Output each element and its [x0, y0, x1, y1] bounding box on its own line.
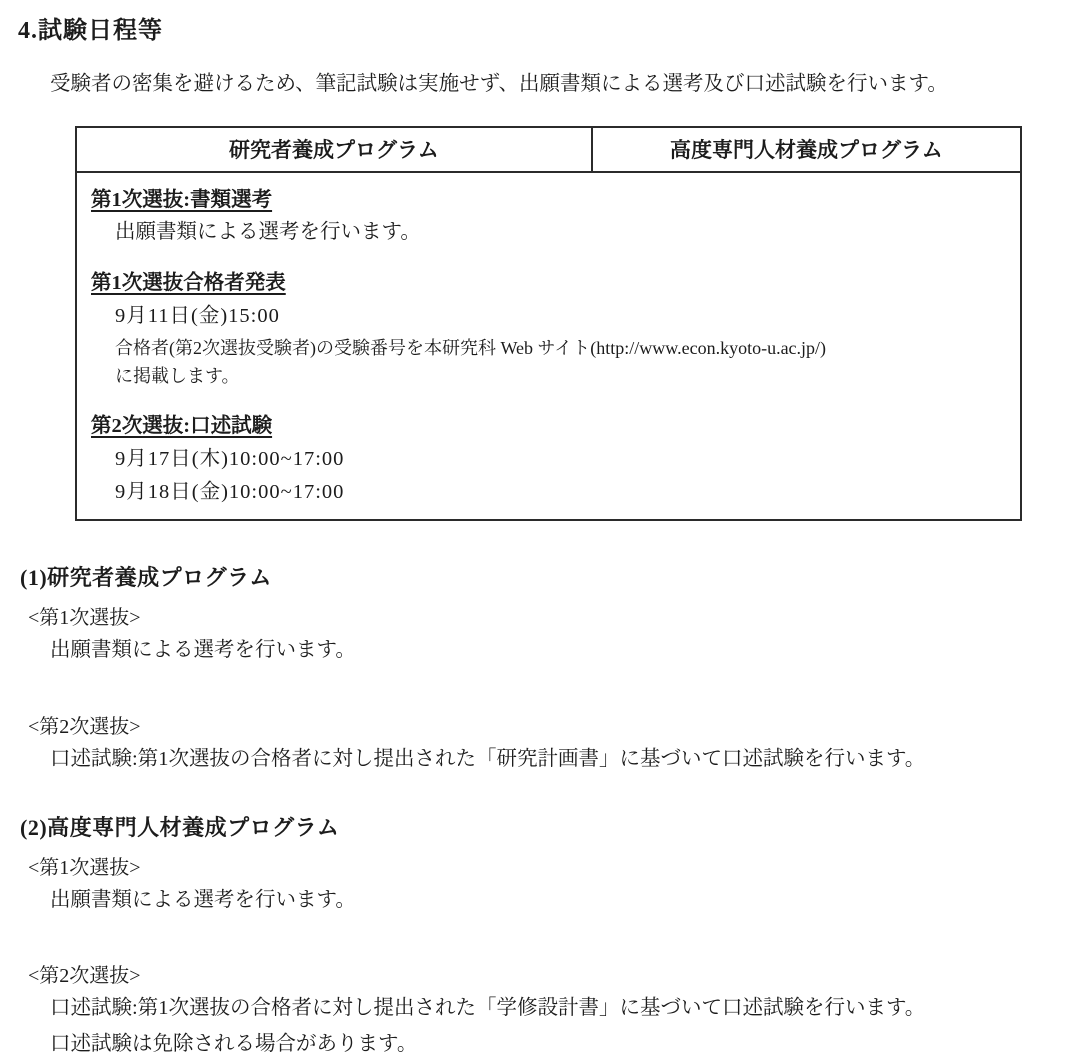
table-header-row [77, 128, 1020, 173]
exam-schedule-table [75, 126, 1022, 522]
table-row-first-screening [91, 186, 1004, 248]
section-2-second-screening-text: 口述試験:第1次選抜の合格者に対し提出された「学修設計書」に基づいて口述試験を行います。 [50, 997, 926, 1020]
section-1-second-screening-text: 口述試験:第1次選抜の合格者に対し提出された「研究計画書」に基づいて口述試験を行います。 [50, 748, 926, 771]
second-screening-heading: 第2次選抜:口述試験 [91, 415, 273, 438]
section-2-first-screening-label: <第1次選抜> [28, 856, 141, 879]
section-1-first-screening-text: 出願書類による選考を行います。 [50, 639, 356, 662]
table-header-professional-program: 高度専門人材養成プログラム [670, 137, 943, 162]
section-4-heading: 4.試験日程等 [18, 18, 163, 44]
table-row-second-screening [91, 412, 1004, 507]
section-2-first-screening-text: 出願書類による選考を行います。 [50, 888, 356, 911]
section-2-exemption-note: 口述試験は免除される場合があります。 [50, 1033, 418, 1056]
section-1-first-screening-label: <第1次選抜> [28, 607, 141, 630]
first-result-heading: 第1次選抜合格者発表 [91, 272, 286, 295]
second-screening-date-1: 9月17日(木)10:00~17:00 [115, 447, 345, 470]
first-screening-description: 出願書類による選考を行います。 [115, 221, 421, 244]
document-page [0, 16, 1080, 1056]
first-result-datetime: 9月11日(金)15:00 [115, 304, 280, 327]
intro-paragraph: 受験者の密集を避けるため、筆記試験は実施せず、出願書類による選考及び口述試験を行います。 [50, 73, 948, 95]
first-result-note [91, 334, 1004, 392]
section-2-title: (2)高度専門人材養成プログラム [20, 814, 340, 840]
first-result-note-line1: 合格者(第2次選抜受験者)の受験番号を本研究科 Web サイト(http://www.econ.kyoto-u.ac.jp/) [115, 337, 827, 358]
table-body-cell [77, 173, 1020, 520]
section-2-second-screening-label: <第2次選抜> [28, 965, 141, 988]
table-header-researcher-program: 研究者養成プログラム [77, 128, 593, 171]
first-result-note-line2: に掲載します。 [115, 366, 240, 387]
second-screening-date-2: 9月18日(金)10:00~17:00 [115, 480, 345, 503]
first-screening-heading: 第1次選抜:書類選考 [91, 188, 273, 211]
section-1-title: (1)研究者養成プログラム [20, 565, 272, 591]
table-row-first-result-announcement [91, 269, 1004, 391]
section-1-second-screening-label: <第2次選抜> [28, 716, 141, 739]
